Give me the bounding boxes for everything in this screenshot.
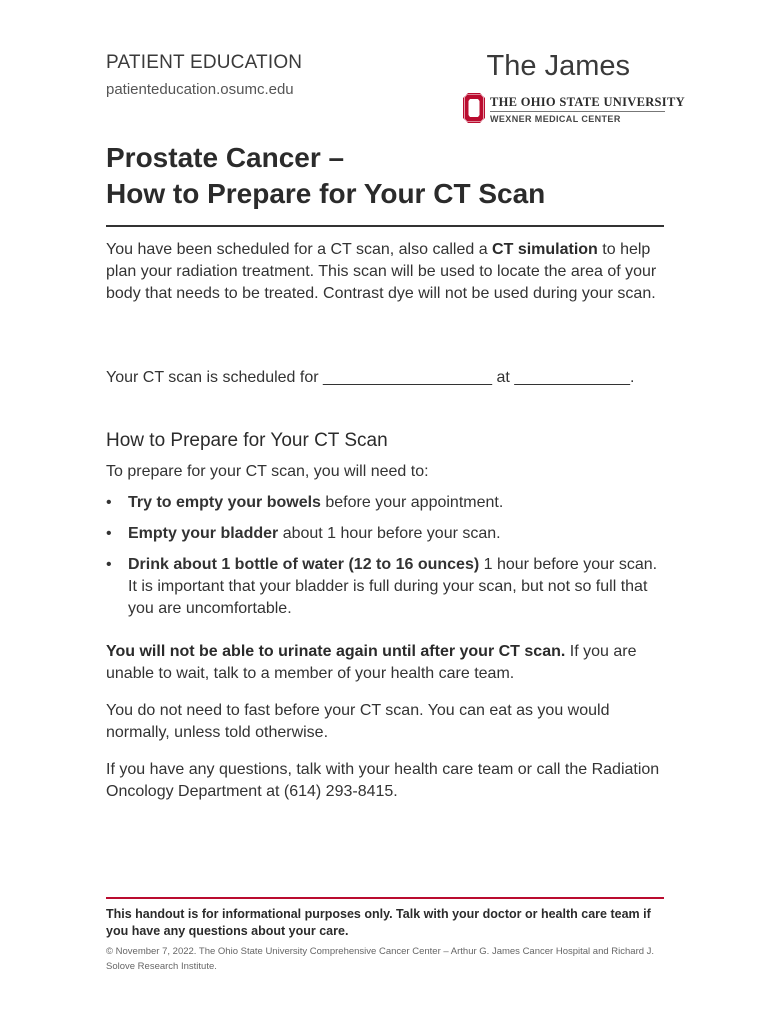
title-line-2: How to Prepare for Your CT Scan	[106, 178, 546, 209]
osu-logo-block	[462, 92, 685, 126]
intro-text-end: to help plan your radiation treatment. This scan will be used to locate the area of your body that needs to be treated. Contrast dye will not be used during your scan.	[106, 241, 657, 302]
intro-bold-term: CT simulation	[492, 241, 598, 258]
bullet-icon: •	[106, 494, 112, 511]
urinate-note-text: If you are unable to wait, talk to a member of your health care team.	[106, 643, 637, 682]
urinate-note	[106, 641, 666, 685]
footer-disclaimer: This handout is for informational purposes only. Talk with your doctor or health care team if you have any questions about your care.	[106, 907, 651, 938]
logo-divider	[490, 111, 665, 112]
title-divider	[106, 225, 664, 227]
urinate-note-bold: You will not be able to urinate again until after your CT scan.	[106, 643, 566, 660]
header-left	[106, 52, 302, 98]
list-item-text: before your appointment.	[320, 494, 504, 511]
section-heading: How to Prepare for Your CT Scan	[106, 430, 388, 451]
bullet-icon: •	[106, 556, 112, 573]
prep-list	[106, 492, 666, 629]
medical-center-name: WEXNER MEDICAL CENTER	[490, 114, 621, 124]
patient-education-label: PATIENT EDUCATION	[106, 52, 303, 73]
list-item	[106, 523, 666, 545]
bullet-icon: •	[106, 525, 112, 542]
list-item	[106, 554, 666, 620]
footer-divider	[106, 897, 664, 899]
university-name: THE OHIO STATE UNIVERSITY	[490, 95, 685, 109]
logo-title: The James	[486, 50, 630, 82]
intro-text-start: You have been scheduled for a CT scan, also called a	[106, 241, 493, 258]
the-james-logo	[462, 50, 685, 130]
footer-copyright: © November 7, 2022. The Ohio State University Comprehensive Cancer Center – Arthur G. James Cancer Hospital and Richard J. Solove Research Institute.	[106, 946, 655, 972]
list-item-text: about 1 hour before your scan.	[278, 525, 501, 542]
list-item-text: 1 hour before your scan. It is important that your bladder is full during your scan, but not so full that you are uncomfortable.	[128, 556, 658, 617]
schedule-line: Your CT scan is scheduled for ___________________ at _____________.	[106, 369, 635, 386]
list-item-bold: Empty your bladder	[128, 525, 279, 542]
prep-intro: To prepare for your CT scan, you will need to:	[106, 463, 429, 480]
title-line-1: Prostate Cancer –	[106, 142, 345, 173]
questions-note: If you have any questions, talk with your health care team or call the Radiation Oncology Department at (614) 293-8415.	[106, 761, 660, 800]
block-o-icon	[462, 92, 486, 124]
website-url: patienteducation.osumc.edu	[106, 81, 294, 98]
document-title	[106, 140, 545, 212]
list-item	[106, 492, 666, 514]
intro-paragraph	[106, 239, 666, 305]
fasting-note: You do not need to fast before your CT scan. You can eat as you would normally, unless told otherwise.	[106, 702, 610, 741]
list-item-bold: Try to empty your bowels	[128, 494, 321, 511]
list-item-bold: Drink about 1 bottle of water (12 to 16 ounces)	[128, 556, 480, 573]
